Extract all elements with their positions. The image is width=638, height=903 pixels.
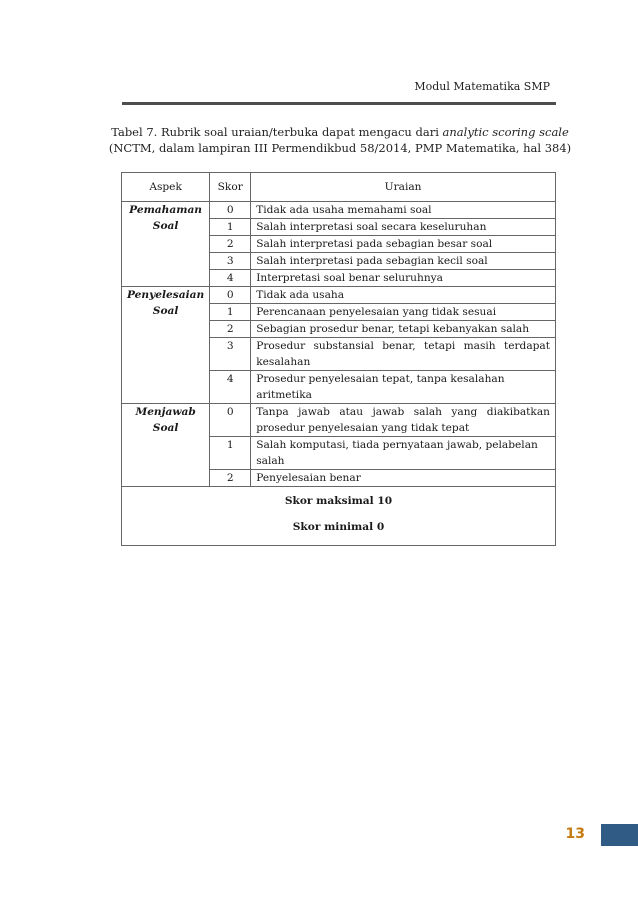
table-footer-row [122,487,556,546]
uraian-cell: Penyelesaian benar [251,470,556,487]
aspek-cell: Pemahaman Soal [122,202,210,287]
skor-cell: 2 [210,321,251,338]
caption-line-1 [100,124,580,140]
uraian-cell: Tidak ada usaha memahami soal [251,202,556,219]
table-caption [100,124,580,156]
header-rule [122,102,556,105]
skor-cell: 1 [210,304,251,321]
rubric-table [121,172,556,546]
skor-cell: 2 [210,470,251,487]
skor-cell: 4 [210,371,251,404]
caption-emphasis: analytic scoring scale [442,125,569,139]
max-score: Skor maksimal 10 [284,495,393,507]
skor-cell: 4 [210,270,251,287]
skor-cell: 1 [210,219,251,236]
uraian-cell: Prosedur penyelesaian tepat, tanpa kesalahan aritmetika [251,371,556,404]
skor-cell: 0 [210,404,251,437]
uraian-cell: Tidak ada usaha [251,287,556,304]
skor-cell: 3 [210,338,251,371]
table-row [122,287,556,304]
running-header: Modul Matematika SMP [414,80,550,93]
table-row [122,202,556,219]
uraian-cell: Tanpa jawab atau jawab salah yang diakibatkan prosedur penyelesaian yang tidak tepat [251,404,556,437]
skor-cell: 1 [210,437,251,470]
footer-cell [122,487,556,546]
skor-cell: 2 [210,236,251,253]
aspek-cell: Menjawab Soal [122,404,210,487]
skor-cell: 0 [210,202,251,219]
caption-line-2: (NCTM, dalam lampiran III Permendikbud 58/2014, PMP Matematika, hal 384) [108,141,572,155]
uraian-cell: Salah komputasi, tiada pernyataan jawab, pelabelan salah [251,437,556,470]
skor-cell: 3 [210,253,251,270]
table-row [122,404,556,437]
uraian-cell: Prosedur substansial benar, tetapi masih terdapat kesalahan [251,338,556,371]
uraian-cell: Salah interpretasi pada sebagian kecil soal [251,253,556,270]
table-header-row [122,173,556,202]
uraian-cell: Interpretasi soal benar seluruhnya [251,270,556,287]
skor-cell: 0 [210,287,251,304]
uraian-cell: Sebagian prosedur benar, tetapi kebanyakan salah [251,321,556,338]
header-uraian: Uraian [251,173,556,202]
aspek-cell: Penyelesaian Soal [122,287,210,404]
caption-prefix: Tabel 7. Rubrik soal uraian/terbuka dapat mengacu dari [111,125,443,139]
uraian-cell: Salah interpretasi pada sebagian besar soal [251,236,556,253]
uraian-cell: Perencanaan penyelesaian yang tidak sesuai [251,304,556,321]
header-skor: Skor [210,173,251,202]
min-score: Skor minimal 0 [292,521,385,533]
uraian-cell: Salah interpretasi soal secara keseluruhan [251,219,556,236]
corner-decoration [601,824,638,846]
header-aspek: Aspek [122,173,210,202]
page-number: 13 [565,826,585,842]
